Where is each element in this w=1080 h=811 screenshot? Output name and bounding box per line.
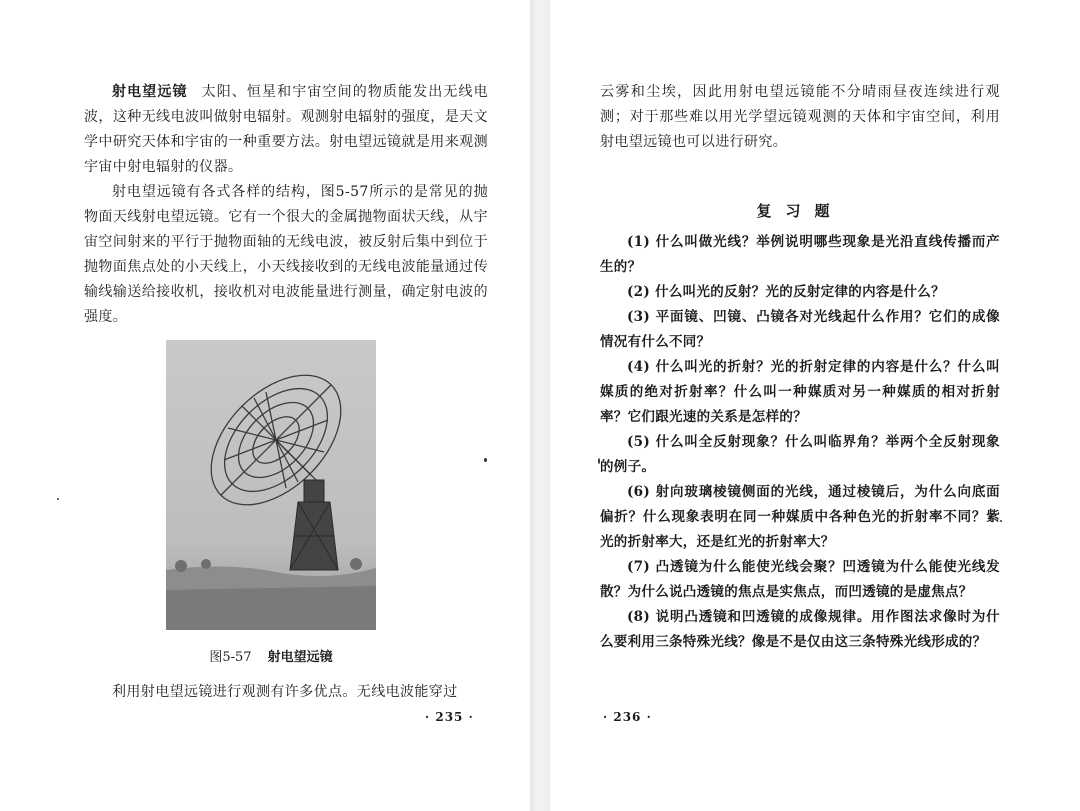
question-item: (4) 什么叫光的折射？光的折射定律的内容是什么？什么叫媒质的绝对折射率？什么叫一种媒质对另一种媒质的相对折射率？它们跟光速的关系是怎样的？ [600, 359, 1000, 425]
figure-caption [166, 646, 376, 665]
question-item: (5) 什么叫全反射现象？什么叫临界角？举两个全反射现象的例子。 [600, 434, 1000, 475]
scan-speck [1000, 520, 1002, 522]
page-number-left: · 235 · [425, 710, 474, 724]
question-item: (6) 射向玻璃棱镜侧面的光线，通过棱镜后，为什么向底面偏折？什么现象表明在同一种媒质中各种色光的折射率不同？紫光的折射率大，还是红光的折射率大？ [600, 484, 1000, 550]
scan-speck [598, 458, 600, 464]
question-item: (7) 凸透镜为什么能使光线会聚？凹透镜为什么能使光线发散？为什么说凸透镜的焦点是实焦点，而凹透镜的是虚焦点？ [600, 559, 1000, 600]
scan-speck [57, 498, 59, 500]
review-questions-list [600, 230, 1000, 655]
review-questions-heading: 复习题 [756, 202, 844, 220]
book-gutter [530, 0, 550, 811]
paragraph-advantages: 利用射电望远镜进行观测有许多优点。无线电波能穿过 [112, 684, 458, 700]
question-item: (2) 什么叫光的反射？光的反射定律的内容是什么？ [627, 284, 945, 300]
left-page [0, 0, 530, 811]
figure-title: 射电望远镜 [267, 650, 333, 665]
page-number-right: · 236 · [603, 710, 652, 724]
paragraph-body: 太阳、恒星和宇宙空间的物质能发出无线电波，这种无线电波叫做射电辐射。观测射电辐射的强度，是天文学中研究天体和宇宙的一种重要方法。射电望远镜就是用来观测宇宙中射电辐射的仪器。 [84, 84, 489, 175]
radio-telescope-photo [166, 340, 376, 630]
figure-number: 图5-57 [209, 650, 252, 665]
question-item: (3) 平面镜、凹镜、凸镜各对光线起什么作用？它们的成像情况有什么不同？ [600, 309, 1000, 350]
scan-speck [484, 458, 487, 462]
term-radio-telescope: 射电望远镜 [112, 84, 188, 100]
paragraph-radio-telescope-intro [84, 80, 488, 180]
question-item: (8) 说明凸透镜和凹透镜的成像规律。用作图法求像时为什么要利用三条特殊光线？像是不是仅由这三条特殊光线形成的？ [600, 609, 1000, 650]
paragraph-structure: 射电望远镜有各式各样的结构，图5-57所示的是常见的抛物面天线射电望远镜。它有一个很大的金属抛物面状天线，从宇宙空间射来的平行于抛物面轴的无线电波，被反射后集中到位于抛物面焦点处的小天线上，小天线接收到的无线电波能量通过传输线输送给接收机，接收机对电波能量进行测量，确定射电波的强度。 [84, 184, 488, 325]
question-item: (1) 什么叫做光线？举例说明哪些现象是光沿直线传播而产生的？ [600, 234, 1000, 275]
paragraph-continuation: 云雾和尘埃，因此用射电望远镜能不分晴雨昼夜连续进行观测；对于那些难以用光学望远镜观测的天体和宇宙空间，利用射电望远镜也可以进行研究。 [600, 84, 1000, 150]
